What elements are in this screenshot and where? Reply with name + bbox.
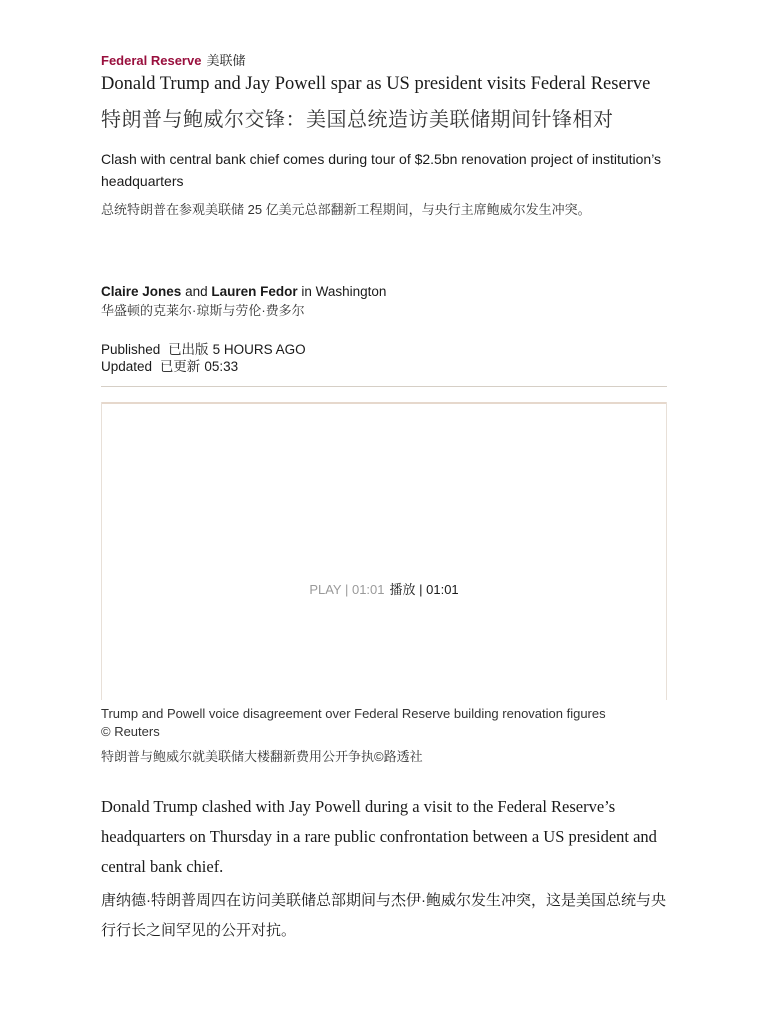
updated-label-zh: 已更新 <box>159 359 201 374</box>
byline-zh: 华盛顿的克莱尔·琼斯与劳伦·费多尔 <box>101 303 305 318</box>
headline-zh: 特朗普与鲍威尔交锋：美国总统造访美联储期间针锋相对 <box>101 109 614 131</box>
byline-location: in Washington <box>301 284 387 299</box>
body-paragraph: Donald Trump clashed with Jay Powell during a visit to the Federal Reserve’s headquarters on Thursday in a rare public confrontation between a US president and central bank chief. <box>101 797 657 876</box>
body-paragraph-zh: 唐纳德·特朗普周四在访问美联储总部期间与杰伊·鲍威尔发生冲突，这是美国总统与央行行长之间罕见的公开对抗。 <box>101 892 666 939</box>
video-player[interactable] <box>101 402 667 700</box>
author-link-2[interactable]: Lauren Fedor <box>211 284 298 299</box>
topic-tag[interactable] <box>101 50 671 69</box>
published-time: 5 HOURS AGO <box>212 342 306 357</box>
play-label-zh[interactable]: 播放 | 01:01 <box>389 582 459 597</box>
caption-text: Trump and Powell voice disagreement over Federal Reserve building renovation figures <box>101 706 606 721</box>
updated-line <box>101 358 671 375</box>
divider <box>101 386 667 387</box>
author-link-1[interactable]: Claire Jones <box>101 284 182 299</box>
caption-credit: © Reuters <box>101 724 160 739</box>
updated-time: 05:33 <box>204 359 239 374</box>
video-caption <box>101 705 671 741</box>
headline: Donald Trump and Jay Powell spar as US president visits Federal Reserve <box>101 74 651 94</box>
byline <box>101 282 671 301</box>
published-label: Published <box>101 342 161 357</box>
topic-label-zh: 美联储 <box>206 53 246 68</box>
play-label[interactable]: PLAY | 01:01 <box>309 582 385 597</box>
video-top-edge <box>102 402 666 404</box>
publish-meta <box>101 341 671 375</box>
standfirst: Clash with central bank chief comes during tour of $2.5bn renovation project of institution’s headquarters <box>101 151 662 189</box>
published-label-zh: 已出版 <box>168 342 209 357</box>
published-line <box>101 341 671 358</box>
updated-label: Updated <box>101 359 153 374</box>
play-button[interactable] <box>102 579 666 598</box>
caption-zh: 特朗普与鲍威尔就美联储大楼翻新费用公开争执©路透社 <box>101 749 423 764</box>
byline-and: and <box>185 284 208 299</box>
standfirst-zh: 总统特朗普在参观美联储 25 亿美元总部翻新工程期间，与央行主席鲍威尔发生冲突。 <box>101 202 591 217</box>
topic-label[interactable]: Federal Reserve <box>101 53 202 68</box>
